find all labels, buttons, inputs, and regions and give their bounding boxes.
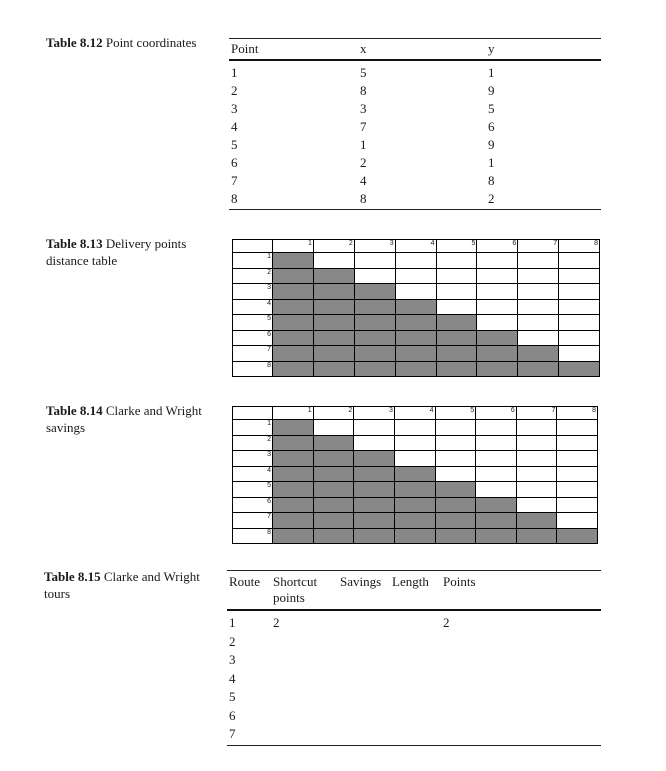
cell-y: 2 — [488, 191, 495, 206]
grid-empty-cell[interactable] — [557, 513, 598, 529]
grid-col-label: 7 — [516, 407, 557, 420]
cell-route: 2 — [229, 633, 236, 649]
grid-row — [233, 315, 600, 331]
cell-y: 8 — [488, 173, 495, 188]
cell-point: 6 — [231, 155, 238, 170]
table-8-14-label: Table 8.14 — [46, 403, 103, 418]
grid-header-row — [233, 240, 600, 253]
grid-shaded-cell — [354, 497, 395, 513]
grid-shaded-cell — [477, 361, 518, 377]
grid-shaded-cell — [435, 513, 476, 529]
grid-shaded-cell — [273, 451, 314, 467]
header-shortcut-line2: points — [273, 590, 305, 605]
savings-grid — [232, 406, 598, 544]
cell-point: 1 — [231, 65, 238, 80]
grid-empty-cell[interactable] — [395, 284, 436, 300]
grid-shaded-cell — [313, 466, 354, 482]
grid-empty-cell[interactable] — [354, 435, 395, 451]
grid-header-row — [233, 407, 598, 420]
grid-empty-cell[interactable] — [436, 299, 477, 315]
grid-shaded-cell — [313, 497, 354, 513]
grid-empty-cell[interactable] — [518, 315, 559, 331]
grid-shaded-cell — [273, 299, 314, 315]
grid-shaded-cell — [435, 482, 476, 498]
cell-x: 1 — [360, 137, 367, 152]
table-row — [229, 190, 601, 208]
cell-x: 2 — [360, 155, 367, 170]
grid-shaded-cell — [516, 528, 557, 544]
grid-shaded-cell — [313, 528, 354, 544]
cell-point: 2 — [231, 83, 238, 98]
cell-route: 5 — [229, 689, 236, 704]
grid-shaded-cell — [313, 268, 354, 284]
cell-x: 5 — [360, 65, 367, 80]
grid-empty-cell[interactable] — [435, 451, 476, 467]
cell-y: 1 — [488, 65, 495, 80]
bottom-rule — [227, 745, 601, 746]
grid-shaded-cell — [354, 528, 395, 544]
grid-shaded-cell — [395, 330, 436, 346]
grid-empty-cell[interactable] — [559, 284, 600, 300]
distance-grid — [232, 239, 600, 377]
grid-empty-cell[interactable] — [394, 420, 435, 436]
tours-table — [227, 570, 601, 746]
grid-empty-cell[interactable] — [313, 253, 354, 269]
grid-empty-cell[interactable] — [559, 315, 600, 331]
grid-col-label: 8 — [557, 407, 598, 420]
grid-empty-cell[interactable] — [557, 420, 598, 436]
header-shortcut — [273, 574, 317, 606]
cell-point: 4 — [231, 119, 238, 134]
cell-points: 2 — [443, 615, 450, 630]
grid-shaded-cell — [476, 513, 517, 529]
grid-col-label: 4 — [395, 240, 436, 253]
grid-row-label: 1 — [233, 420, 273, 436]
grid-empty-cell[interactable] — [436, 268, 477, 284]
table-row — [227, 725, 601, 744]
grid-empty-cell[interactable] — [516, 451, 557, 467]
grid-empty-cell[interactable] — [477, 268, 518, 284]
table-row — [229, 136, 601, 154]
header-point: Point — [231, 41, 259, 56]
grid-empty-cell[interactable] — [435, 435, 476, 451]
grid-row — [233, 284, 600, 300]
grid-shaded-cell — [273, 315, 314, 331]
grid-empty-cell[interactable] — [354, 268, 395, 284]
table-8-13-label: Table 8.13 — [46, 236, 103, 251]
grid-shaded-cell — [273, 497, 314, 513]
grid-row — [233, 528, 598, 544]
grid-empty-cell[interactable] — [516, 420, 557, 436]
grid-row — [233, 451, 598, 467]
grid-row — [233, 361, 600, 377]
header-row — [229, 39, 601, 59]
grid-col-label: 2 — [313, 240, 354, 253]
grid-shaded-cell — [354, 466, 395, 482]
cell-point: 3 — [231, 101, 238, 116]
grid-shaded-cell — [313, 451, 354, 467]
grid-row-label: 6 — [233, 497, 273, 513]
header-route: Route — [229, 574, 261, 589]
cell-y: 9 — [488, 83, 495, 98]
grid-shaded-cell — [436, 361, 477, 377]
grid-row-label: 8 — [233, 361, 273, 377]
grid-shaded-cell — [395, 361, 436, 377]
table-8-15-label: Table 8.15 — [44, 569, 101, 584]
table-8-12-caption — [46, 34, 216, 51]
grid-row-label: 6 — [233, 330, 273, 346]
grid-shaded-cell — [518, 361, 559, 377]
table-row — [229, 154, 601, 172]
grid-shaded-cell — [516, 513, 557, 529]
table-row — [227, 614, 601, 633]
grid-empty-cell[interactable] — [516, 435, 557, 451]
grid-empty-cell[interactable] — [559, 299, 600, 315]
cell-point: 5 — [231, 137, 238, 152]
grid-shaded-cell — [273, 268, 314, 284]
cell-shortcut: 2 — [273, 615, 280, 630]
table-row — [227, 707, 601, 726]
grid-shaded-cell — [476, 497, 517, 513]
table-8-13-title: Delivery points distance table — [46, 236, 187, 268]
cell-route: 4 — [229, 670, 236, 686]
grid-col-label: 7 — [518, 240, 559, 253]
cell-y: 5 — [488, 101, 495, 116]
grid-row-label: 3 — [233, 451, 273, 467]
grid-row-label: 1 — [233, 253, 273, 269]
grid-col-label: 3 — [354, 407, 395, 420]
grid-empty-cell[interactable] — [436, 253, 477, 269]
grid-shaded-cell — [354, 482, 395, 498]
table-row — [227, 688, 601, 707]
grid-empty-cell[interactable] — [476, 482, 517, 498]
grid-shaded-cell — [395, 299, 436, 315]
grid-corner-cell — [233, 407, 273, 420]
grid-col-label: 5 — [436, 240, 477, 253]
header-row — [227, 571, 601, 609]
header-shortcut-line1: Shortcut — [273, 574, 318, 589]
table-8-14-caption — [46, 402, 216, 436]
grid-row — [233, 299, 600, 315]
table-row — [229, 82, 601, 100]
grid-empty-cell[interactable] — [477, 315, 518, 331]
grid-shaded-cell — [313, 513, 354, 529]
grid-shaded-cell — [436, 315, 477, 331]
grid-empty-cell[interactable] — [557, 451, 598, 467]
grid-empty-cell[interactable] — [518, 253, 559, 269]
cell-point: 8 — [231, 191, 238, 206]
cell-x: 7 — [360, 119, 367, 134]
cell-route: 1 — [229, 615, 236, 630]
grid-empty-cell[interactable] — [518, 284, 559, 300]
grid-shaded-cell — [354, 315, 395, 331]
grid-empty-cell[interactable] — [435, 420, 476, 436]
grid-shaded-cell — [477, 346, 518, 362]
header-y: y — [488, 41, 495, 56]
bottom-rule — [229, 209, 601, 210]
grid-col-label: 2 — [313, 407, 354, 420]
cell-y: 1 — [488, 155, 495, 170]
grid-col-label: 4 — [394, 407, 435, 420]
grid-shaded-cell — [313, 435, 354, 451]
table-row — [227, 670, 601, 689]
grid-empty-cell[interactable] — [559, 253, 600, 269]
table-row — [229, 172, 601, 190]
grid-shaded-cell — [273, 361, 314, 377]
grid-row-label: 2 — [233, 435, 273, 451]
grid-col-label: 3 — [354, 240, 395, 253]
grid-shaded-cell — [394, 497, 435, 513]
grid-col-label: 6 — [476, 407, 517, 420]
grid-empty-cell[interactable] — [516, 482, 557, 498]
grid-shaded-cell — [273, 330, 314, 346]
grid-shaded-cell — [313, 284, 354, 300]
grid-col-label: 5 — [435, 407, 476, 420]
grid-empty-cell[interactable] — [476, 466, 517, 482]
grid-empty-cell[interactable] — [477, 253, 518, 269]
grid-empty-cell[interactable] — [477, 284, 518, 300]
grid-shaded-cell — [273, 420, 314, 436]
grid-empty-cell[interactable] — [354, 253, 395, 269]
grid-shaded-cell — [313, 346, 354, 362]
grid-shaded-cell — [436, 346, 477, 362]
cell-x: 3 — [360, 101, 367, 116]
grid-corner-cell — [233, 240, 273, 253]
grid-shaded-cell — [273, 253, 314, 269]
grid-empty-cell[interactable] — [557, 466, 598, 482]
grid-row-label: 8 — [233, 528, 273, 544]
grid-shaded-cell — [313, 330, 354, 346]
grid-row — [233, 513, 598, 529]
grid-row — [233, 497, 598, 513]
header-savings: Savings — [340, 574, 382, 589]
point-coordinates-table — [229, 38, 601, 210]
grid-col-label: 1 — [273, 407, 314, 420]
grid-shaded-cell — [273, 528, 314, 544]
grid-shaded-cell — [395, 315, 436, 331]
grid-shaded-cell — [476, 528, 517, 544]
grid-empty-cell[interactable] — [516, 497, 557, 513]
grid-shaded-cell — [435, 497, 476, 513]
grid-shaded-cell — [354, 361, 395, 377]
table-8-15-caption — [44, 568, 214, 602]
grid-shaded-cell — [557, 528, 598, 544]
grid-shaded-cell — [394, 466, 435, 482]
grid-shaded-cell — [313, 361, 354, 377]
grid-row-label: 2 — [233, 268, 273, 284]
grid-shaded-cell — [354, 284, 395, 300]
grid-shaded-cell — [394, 513, 435, 529]
grid-empty-cell[interactable] — [435, 466, 476, 482]
grid-col-label: 6 — [477, 240, 518, 253]
grid-shaded-cell — [313, 315, 354, 331]
grid-empty-cell[interactable] — [557, 435, 598, 451]
grid-shaded-cell — [436, 330, 477, 346]
grid-row-label: 4 — [233, 299, 273, 315]
grid-shaded-cell — [354, 346, 395, 362]
grid-row — [233, 268, 600, 284]
cell-route: 3 — [229, 652, 236, 667]
grid-row — [233, 253, 600, 269]
grid-shaded-cell — [313, 482, 354, 498]
cell-route: 6 — [229, 707, 236, 723]
grid-empty-cell[interactable] — [476, 451, 517, 467]
grid-shaded-cell — [395, 346, 436, 362]
grid-empty-cell[interactable] — [477, 299, 518, 315]
table-8-12-title: Point coordinates — [105, 35, 197, 50]
header-length: Length — [392, 574, 429, 589]
grid-empty-cell[interactable] — [559, 346, 600, 362]
grid-row-label: 7 — [233, 346, 273, 362]
grid-shaded-cell — [273, 513, 314, 529]
table-8-14-title: Clarke and Wright savings — [46, 403, 202, 435]
grid-row — [233, 435, 598, 451]
grid-empty-cell[interactable] — [557, 497, 598, 513]
grid-shaded-cell — [273, 284, 314, 300]
table-row — [229, 118, 601, 136]
grid-col-label: 8 — [559, 240, 600, 253]
grid-shaded-cell — [313, 299, 354, 315]
cell-y: 9 — [488, 137, 495, 152]
table-row — [227, 633, 601, 652]
table-row — [227, 651, 601, 670]
header-rule — [229, 59, 601, 61]
grid-col-label: 1 — [273, 240, 314, 253]
header-x: x — [360, 41, 367, 56]
grid-empty-cell[interactable] — [559, 330, 600, 346]
grid-empty-cell[interactable] — [559, 268, 600, 284]
grid-row-label: 4 — [233, 466, 273, 482]
grid-row-label: 3 — [233, 284, 273, 300]
grid-row — [233, 466, 598, 482]
grid-empty-cell[interactable] — [476, 435, 517, 451]
grid-empty-cell[interactable] — [395, 268, 436, 284]
cell-x: 4 — [360, 173, 367, 188]
grid-shaded-cell — [354, 451, 395, 467]
grid-empty-cell[interactable] — [557, 482, 598, 498]
grid-empty-cell[interactable] — [394, 451, 435, 467]
grid-shaded-cell — [273, 482, 314, 498]
grid-shaded-cell — [354, 299, 395, 315]
grid-row — [233, 482, 598, 498]
grid-empty-cell[interactable] — [518, 330, 559, 346]
table-body — [229, 64, 601, 208]
grid-shaded-cell — [477, 330, 518, 346]
header-rule — [227, 609, 601, 611]
table-body — [227, 614, 601, 744]
grid-empty-cell[interactable] — [516, 466, 557, 482]
grid-empty-cell[interactable] — [476, 420, 517, 436]
grid-row — [233, 346, 600, 362]
grid-shaded-cell — [559, 361, 600, 377]
grid-empty-cell[interactable] — [436, 284, 477, 300]
grid-shaded-cell — [273, 435, 314, 451]
cell-route: 7 — [229, 726, 236, 741]
table-8-15-title: Clarke and Wright tours — [44, 569, 200, 601]
grid-shaded-cell — [354, 513, 395, 529]
grid-row-label: 5 — [233, 482, 273, 498]
grid-shaded-cell — [273, 346, 314, 362]
grid-shaded-cell — [394, 528, 435, 544]
table-row — [229, 64, 601, 82]
grid-empty-cell[interactable] — [395, 253, 436, 269]
grid-empty-cell[interactable] — [518, 268, 559, 284]
grid-empty-cell[interactable] — [394, 435, 435, 451]
cell-x: 8 — [360, 83, 367, 98]
grid-shaded-cell — [273, 466, 314, 482]
grid-empty-cell[interactable] — [354, 420, 395, 436]
grid-shaded-cell — [435, 528, 476, 544]
cell-point: 7 — [231, 173, 238, 188]
cell-x: 8 — [360, 191, 367, 206]
grid-shaded-cell — [394, 482, 435, 498]
header-points: Points — [443, 574, 476, 589]
grid-row-label: 5 — [233, 315, 273, 331]
grid-empty-cell[interactable] — [518, 299, 559, 315]
grid-shaded-cell — [354, 330, 395, 346]
table-8-12-label: Table 8.12 — [46, 35, 103, 50]
cell-y: 6 — [488, 119, 495, 134]
grid-empty-cell[interactable] — [313, 420, 354, 436]
grid-row-label: 7 — [233, 513, 273, 529]
grid-row — [233, 330, 600, 346]
table-8-13-caption — [46, 235, 216, 269]
grid-shaded-cell — [518, 346, 559, 362]
grid-row — [233, 420, 598, 436]
table-row — [229, 100, 601, 118]
